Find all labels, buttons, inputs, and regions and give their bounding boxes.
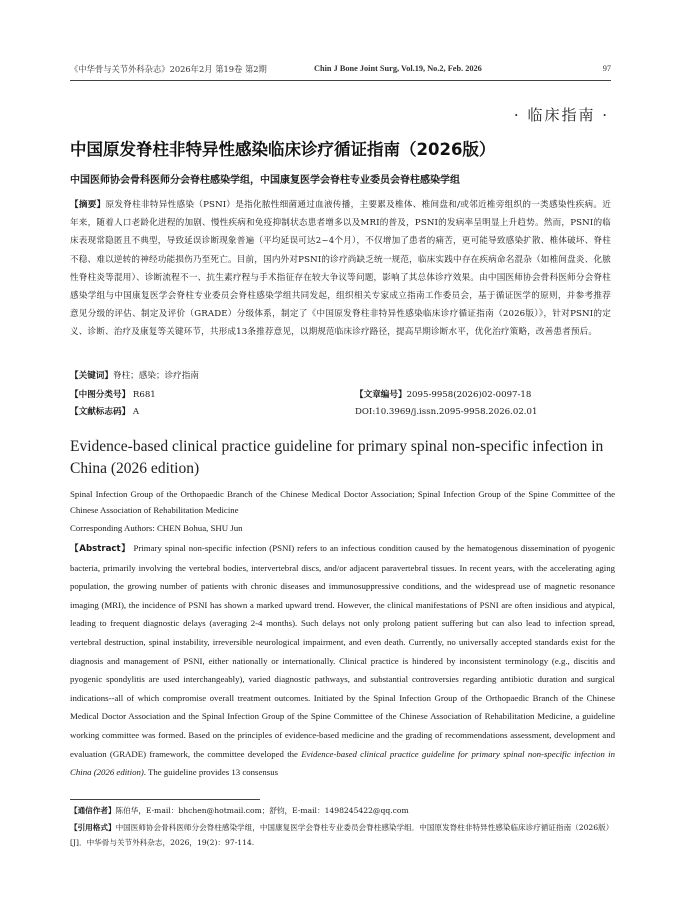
doi[interactable]: DOI:10.3969/j.issn.2095-9958.2026.02.01 xyxy=(355,407,538,417)
page-number: 97 xyxy=(602,64,611,73)
article-title-en: Evidence-based clinical practice guideline for primary spinal non-specific infection in China (2026 edition) xyxy=(70,438,604,477)
document-code-value: A xyxy=(132,407,140,417)
keywords-cn xyxy=(70,368,199,384)
footnote-citation-text: 中国医师协会骨科医师分会脊柱感染学组，中国康复医学会脊柱专业委员会脊柱感染学组．中国原发脊柱非特异性感染临床诊疗循证指南（2026版）[J]．中华骨与关节外科杂志，2026，19(2)：97-114. xyxy=(70,823,614,847)
section-tag: · 临床指南 · xyxy=(513,106,609,124)
abstract-en-tail: . The guideline provides 13 consensus xyxy=(143,767,279,778)
clc-number xyxy=(70,387,156,403)
footnote-corresponding xyxy=(70,803,615,818)
abstract-cn xyxy=(70,196,611,342)
authors-cn: 中国医师协会骨科医师分会脊柱感染学组，中国康复医学会脊柱专业委员会脊柱感染学组 xyxy=(70,175,460,186)
clc-number-label: 【中图分类号】 xyxy=(70,390,131,400)
abstract-en-text: Primary spinal non-specific infection (PSNI) refers to an infectious condition caused by the hematogenous dissemination of pyogenic bacteria, primarily involving the vertebral bodies, intervertebral discs, and/or adjacent paravertebral tissues. In recent years, with the accelerating aging population, the growing number of patients with chronic diseases and immunosuppressive conditions, and the widespread use of magnetic resonance imaging (MRI), the incidence of PSNI has shown a marked upward trend. However, the clinical manifestations of PSNI are often insidious and atypical, leading to frequent diagnostic delays (averaging 2-4 months). Such delays not only prolong patient suffering but can also lead to infection spread, vertebral destruction, spinal instability, irreversible neurological impairment, and even death. Currently, no universally accepted standards exist for the diagnosis and management of PSNI, either nationally or internationally. Clinical practice is hindered by inconsistent terminology (e.g., discitis and pyogenic spondylitis are used interchangeably), varied diagnostic pathways, and substantial controversies regarding antibiotic duration and surgical indications--all of which compromise overall treatment outcomes. Initiated by the Spinal Infection Group of the Orthopaedic Branch of the Chinese Medical Doctor Association and the Spinal Infection Group of the Spine Committee of the Chinese Association of Rehabilitation Medicine, a guideline working committee was formed. Based on the principles of evidence-based medicine and the grading of recommendations assessment, development and evaluation (GRADE) framework, the committee developed the xyxy=(70,543,616,759)
abstract-en xyxy=(70,539,615,782)
footnote-corresponding-label: 【通信作者】 xyxy=(70,806,116,815)
journal-name-en: Chin J Bone Joint Surg, Vol.19, No.2, Feb. 2026 xyxy=(314,64,482,73)
article-id-label: 【文章编号】 xyxy=(355,390,407,400)
corresponding-authors-en: Corresponding Authors: CHEN Bohua, SHU Jun xyxy=(70,523,243,533)
footnote-citation xyxy=(70,820,615,850)
keywords-cn-label: 【关键词】 xyxy=(70,371,113,381)
authors-en: Spinal Infection Group of the Orthopaedic Branch of the Chinese Medical Doctor Association; Spinal Infection Group of the Spine Committee of the Chinese Association of Rehabilitation Medicine xyxy=(70,489,615,515)
abstract-cn-text: 原发脊柱非特异性感染（PSNI）是指化脓性细菌通过血液传播，主要累及椎体、椎间盘和/或邻近椎旁组织的一类感染性疾病。近年来，随着人口老龄化进程的加剧、慢性疾病和免疫抑制状态患者增多以及MRI的普及，PSNI的发病率呈明显上升趋势。然而，PSNI的临床表现常隐匿且不典型，导致延误诊断现象普遍（平均延误可达2~4个月），不仅增加了患者的痛苦，更可能导致感染扩散、椎体破坏、脊柱不稳、难以逆转的神经功能损伤乃至死亡。目前，国内外对PSNI的诊疗尚缺乏统一规范，临床实践中存在疾病命名混杂（如椎间盘炎、化脓性脊柱炎等混用）、诊断流程不一、抗生素疗程与手术指征存在较大争议等问题，影响了其总体诊疗效果。由中国医师协会骨科医师分会脊柱感染学组与中国康复医学会脊柱专业委员会脊柱感染学组共同发起，组织相关专家成立指南工作委员会，基于循证医学的原则，并参考推荐意见分级的评估、制定及评价（GRADE）分级体系，制定了《中国原发脊柱非特异性感染临床诊疗循证指南（2026版）》，针对PSNI的定义、诊断、治疗及康复等关键环节，共形成13条推荐意见，以期规范临床诊疗路径，提高早期诊断水平，优化治疗策略，改善患者预后。 xyxy=(70,200,611,338)
header-divider xyxy=(70,80,611,81)
footnote-divider xyxy=(70,799,260,800)
abstract-en-label: 【Abstract】 xyxy=(70,544,131,554)
abstract-cn-label: 【摘要】 xyxy=(70,200,106,210)
footnote-corresponding-text: 陈伯华，E-mail：bhchen@hotmail.com；舒钧，E-mail：1498245422@qq.com xyxy=(115,806,409,815)
clc-number-value: R681 xyxy=(132,390,156,400)
keywords-cn-text: 脊柱；感染；诊疗指南 xyxy=(112,371,199,381)
article-title-cn: 中国原发脊柱非特异性感染临床诊疗循证指南（2026版） xyxy=(70,140,496,159)
footnote-citation-label: 【引用格式】 xyxy=(70,823,116,832)
article-id xyxy=(355,387,531,403)
article-id-value: 2095-9958(2026)02-0097-18 xyxy=(406,390,532,400)
document-code xyxy=(70,404,139,420)
running-header xyxy=(70,62,611,76)
abstract-en-guideline-title: Evidence-based clinical practice guideline for primary spinal non-specific infection in China (2026 edition) xyxy=(70,748,615,778)
journal-name-cn: 《中华骨与关节外科杂志》2026年2月 第19卷 第2期 xyxy=(70,64,267,74)
document-code-label: 【文献标志码】 xyxy=(70,407,131,417)
